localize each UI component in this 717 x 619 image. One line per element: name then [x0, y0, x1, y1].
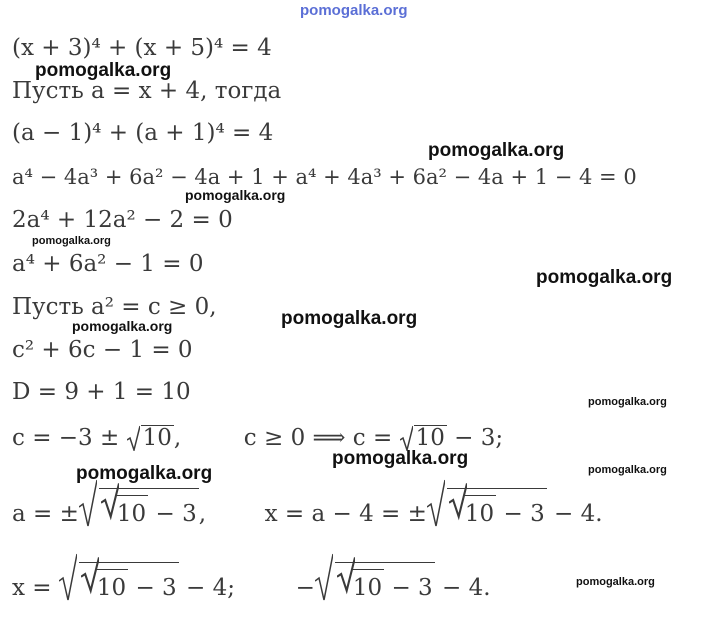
watermark: pomogalka.org — [281, 308, 418, 329]
watermark: pomogalka.org — [185, 187, 286, 203]
radical-icon — [427, 479, 445, 527]
equation-line-4: a⁴ + 6a² − 1 = 0 — [12, 251, 204, 277]
equation-line-3: 2a⁴ + 12a² − 2 = 0 — [12, 207, 233, 233]
equation-line-1: (x + 3)⁴ + (x + 5)⁴ = 4 — [12, 35, 272, 61]
substitution-line-2: Пусть a² = c ≥ 0, — [12, 294, 217, 320]
nested-sqrt-expression: 10 − 3 — [427, 488, 547, 529]
radical-icon — [315, 553, 333, 601]
roots-c-part: c = −3 ± — [12, 425, 127, 451]
watermark: pomogalka.org — [428, 140, 565, 161]
expansion-line: a⁴ − 4a³ + 6a² − 4a + 1 + a⁴ + 4a³ + 6a² − 4a + 1 − 4 = 0 — [12, 165, 637, 189]
radical-icon — [59, 553, 77, 601]
radical-icon — [337, 550, 355, 598]
roots-c-line: c = −3 ± 10, c ≥ 0 ⟹ c = 10 − 3; — [12, 425, 504, 451]
watermark-top: pomogalka.org — [300, 2, 408, 19]
discriminant-line: D = 9 + 1 = 10 — [12, 379, 191, 405]
nested-sqrt-expression: 10 − 3 — [79, 488, 199, 529]
radical-icon — [449, 476, 467, 524]
radical-icon — [400, 425, 413, 451]
watermark: pomogalka.org — [588, 464, 667, 476]
watermark: pomogalka.org — [35, 60, 172, 81]
nested-sqrt-expression: 10 − 3 — [59, 562, 179, 603]
radical-icon — [101, 476, 119, 524]
c-condition: c ≥ 0 ⟹ c = — [243, 425, 400, 451]
radical-icon — [81, 550, 99, 598]
radical-icon — [127, 425, 140, 451]
equation-line-5: c² + 6c − 1 = 0 — [12, 337, 193, 363]
watermark: pomogalka.org — [72, 318, 173, 334]
watermark: pomogalka.org — [332, 448, 469, 469]
watermark: pomogalka.org — [536, 267, 673, 288]
sqrt-expression: 10 — [127, 423, 174, 453]
sqrt-expression: 10 — [400, 423, 447, 453]
answer-line: x = 10 − 3 − 4; − 10 − 3 − 4. — [12, 562, 491, 603]
watermark: pomogalka.org — [588, 396, 667, 408]
watermark: pomogalka.org — [32, 235, 111, 247]
equation-line-2: (a − 1)⁴ + (a + 1)⁴ = 4 — [12, 120, 274, 146]
nested-sqrt-expression: 10 − 3 — [315, 562, 435, 603]
substitution-line-1: Пусть a = x + 4, тогда — [12, 78, 282, 104]
watermark: pomogalka.org — [76, 463, 213, 484]
roots-a-line: a = ± 10 − 3, x = a − 4 = ± 10 − 3 − 4. — [12, 488, 603, 529]
radical-icon — [79, 479, 97, 527]
watermark: pomogalka.org — [576, 576, 655, 588]
